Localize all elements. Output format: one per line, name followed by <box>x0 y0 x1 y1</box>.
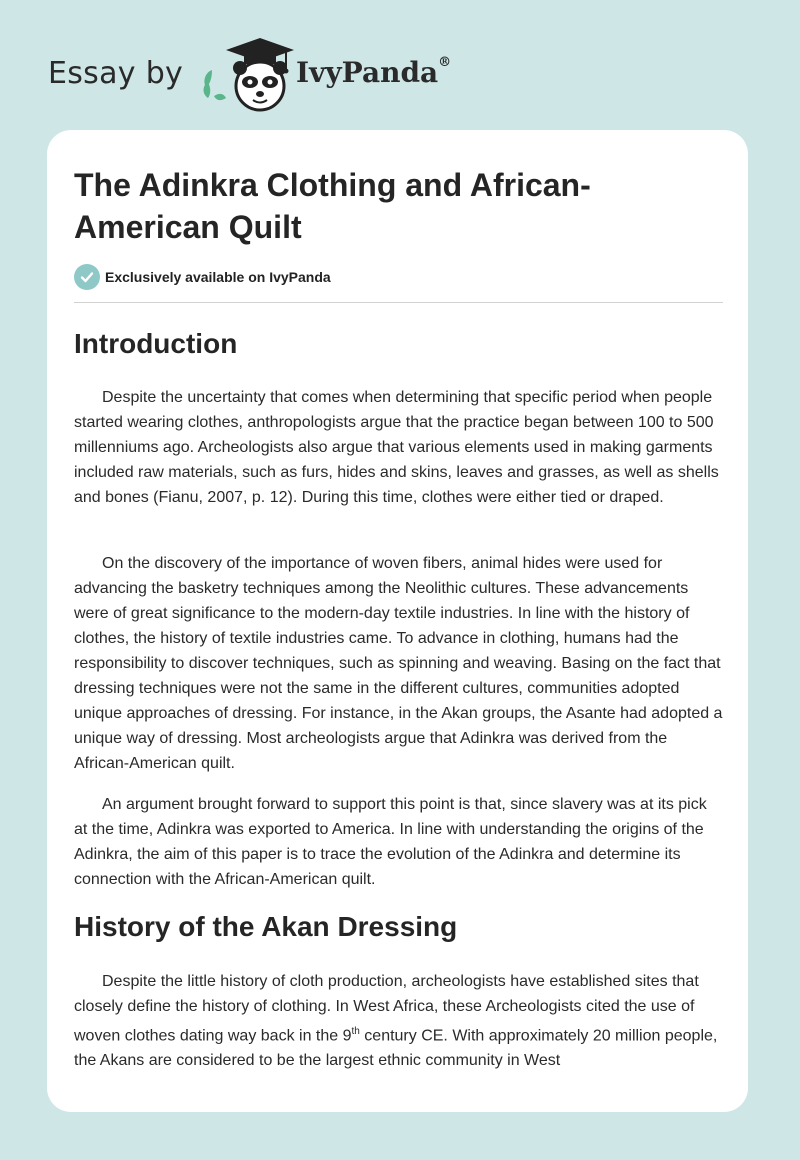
divider <box>74 302 723 303</box>
section-heading-introduction: Introduction <box>74 328 238 359</box>
section-heading-akan-dressing: History of the Akan Dressing <box>74 911 458 942</box>
exclusive-badge-label: Exclusively available on IvyPanda <box>105 269 331 285</box>
exclusive-badge <box>74 263 723 291</box>
essay-by-label: Essay by <box>48 56 184 91</box>
panda-logo-icon[interactable] <box>198 36 294 112</box>
registered-mark: ® <box>438 54 452 70</box>
paragraph: Despite the uncertainty that comes when determining that specific period when people started wearing clothes, anthropologists argue that the practice began between 100 to 500 millenniums ago. Archeologists also argue that various elements used in making garments included raw materials, such as furs, hides and skins, leaves and grasses, as well as shells and bones (Fianu, 2007, p. 12). During this time, clothes were either tied or draped. <box>74 389 719 506</box>
brand-name[interactable]: IvyPanda® <box>296 54 452 89</box>
essay-card <box>47 130 748 1112</box>
site-header <box>48 34 748 114</box>
paragraph: On the discovery of the importance of woven fibers, animal hides were used for advancing the basketry techniques among the Neolithic cultures. These advancements were of great significance to the modern-day textile industries. In line with the history of clothes, the history of textile industries came. To advance in clothing, humans had the responsibility to discover techniques, such as spinning and weaving. Basing on the fact that dressing techniques were not the same in the different cultures, communities adopted unique approaches of dressing. For instance, in the Akan groups, the Asante had adopted a unique way of dressing. Most archeologists argue that Adinkra was derived from the African-American quilt. <box>74 555 723 772</box>
paragraph: An argument brought forward to support this point is that, since slavery was at its pick at the time, Adinkra was exported to America. In line with understanding the origins of the Adinkra, the aim of this paper is to trace the evolution of the Adinkra and determine its connection with the African-American quilt. <box>74 796 707 888</box>
checkmark-icon <box>74 264 100 290</box>
paragraph: Despite the little history of cloth production, archeologists have established sites that closely define the history of clothing. In West Africa, these Archeologists cited the use of woven clothes dating way back in the 9th century CE. With approximately 20 million people, the Akans are considered to be the largest ethnic community in West <box>74 973 718 1070</box>
essay-title: The Adinkra Clothing and African-American Quilt <box>74 167 591 245</box>
